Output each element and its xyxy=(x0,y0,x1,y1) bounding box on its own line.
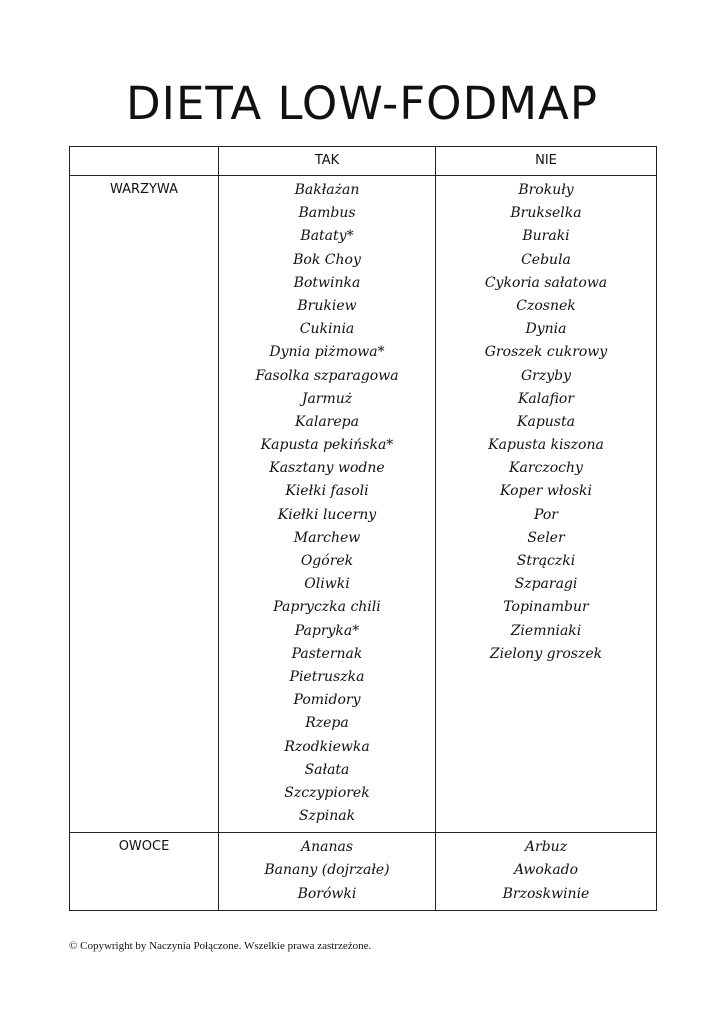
list-item: Kalarepa xyxy=(295,413,359,430)
header-no: NIE xyxy=(436,147,657,176)
list-item: Buraki xyxy=(522,228,570,245)
list-item: Jarmuż xyxy=(301,390,353,407)
list-item: Dynia piżmowa* xyxy=(269,344,385,361)
list-item: Grzyby xyxy=(520,367,572,384)
list-item: Kalafior xyxy=(517,390,575,407)
copyright-footer: © Copywright by Naczynia Połączone. Wszelkie prawa zastrzeżone. xyxy=(69,940,372,952)
table-header-row xyxy=(70,147,657,176)
forbidden-list xyxy=(436,176,657,833)
list-item: Szczypiorek xyxy=(284,784,370,801)
list-item: Pomidory xyxy=(293,692,361,709)
list-item: Ogórek xyxy=(300,553,354,569)
list-item: Kasztany wodne xyxy=(269,460,385,477)
list-item: Kiełki lucerny xyxy=(277,506,377,523)
allowed-list xyxy=(219,833,436,911)
list-item: Awokado xyxy=(513,862,579,879)
list-item: Sałata xyxy=(304,761,350,778)
list-item: Kapusta kiszona xyxy=(488,437,604,454)
list-item: Czosnek xyxy=(516,297,576,314)
list-item: Topinambur xyxy=(503,599,589,616)
list-item: Por xyxy=(534,506,558,523)
list-item: Groszek cukrowy xyxy=(484,344,608,361)
list-item: Brokuły xyxy=(518,182,574,198)
list-item: Seler xyxy=(527,529,565,546)
list-item: Zielony groszek xyxy=(489,645,603,662)
list-item: Szpinak xyxy=(298,808,356,825)
allowed-list xyxy=(219,176,436,833)
section-row-fruits xyxy=(70,833,657,911)
list-item: Ziemniaki xyxy=(510,622,582,639)
list-item: Ananas xyxy=(300,839,354,856)
list-item: Rzepa xyxy=(305,715,349,732)
page-title: DIETA LOW-FODMAP xyxy=(126,77,598,130)
list-item: Arbuz xyxy=(524,839,568,856)
list-item: Pasternak xyxy=(291,645,363,662)
list-item: Brzoskwinie xyxy=(502,885,590,902)
list-item: Szparagi xyxy=(514,576,578,593)
list-item: Papryczka chili xyxy=(273,599,381,616)
list-item: Cebula xyxy=(521,251,571,268)
list-item: Kapusta pekińska* xyxy=(260,437,394,454)
list-item: Strączki xyxy=(516,553,576,569)
list-item: Bambus xyxy=(298,205,356,222)
header-category-cell xyxy=(70,147,219,176)
forbidden-list xyxy=(436,833,657,911)
list-item: Koper włoski xyxy=(500,483,592,500)
list-item: Marchew xyxy=(293,529,361,546)
header-yes: TAK xyxy=(219,147,436,176)
list-item: Brukselka xyxy=(510,205,582,222)
list-item: Pietruszka xyxy=(289,668,365,685)
list-item: Cukinia xyxy=(299,321,355,338)
list-item: Bataty* xyxy=(300,228,354,245)
list-item: Kiełki fasoli xyxy=(285,483,369,500)
list-item: Kapusta xyxy=(517,413,575,430)
category-label: OWOCE xyxy=(70,833,219,911)
list-item: Banany (dojrzałe) xyxy=(264,862,390,879)
list-item: Dynia xyxy=(525,321,567,338)
fodmap-table xyxy=(69,146,657,911)
list-item: Rzodkiewka xyxy=(284,738,370,755)
list-item: Fasolka szparagowa xyxy=(255,367,399,384)
list-item: Bok Choy xyxy=(293,251,361,268)
list-item: Cykoria sałatowa xyxy=(484,274,608,291)
list-item: Borówki xyxy=(297,885,357,902)
list-item: Bakłażan xyxy=(294,182,360,198)
list-item: Oliwki xyxy=(304,576,350,593)
list-item: Karczochy xyxy=(509,460,583,477)
section-row-vegetables xyxy=(70,176,657,833)
list-item: Botwinka xyxy=(293,274,361,291)
category-label: WARZYWA xyxy=(70,176,219,833)
list-item: Papryka* xyxy=(294,622,360,639)
list-item: Brukiew xyxy=(297,297,357,314)
